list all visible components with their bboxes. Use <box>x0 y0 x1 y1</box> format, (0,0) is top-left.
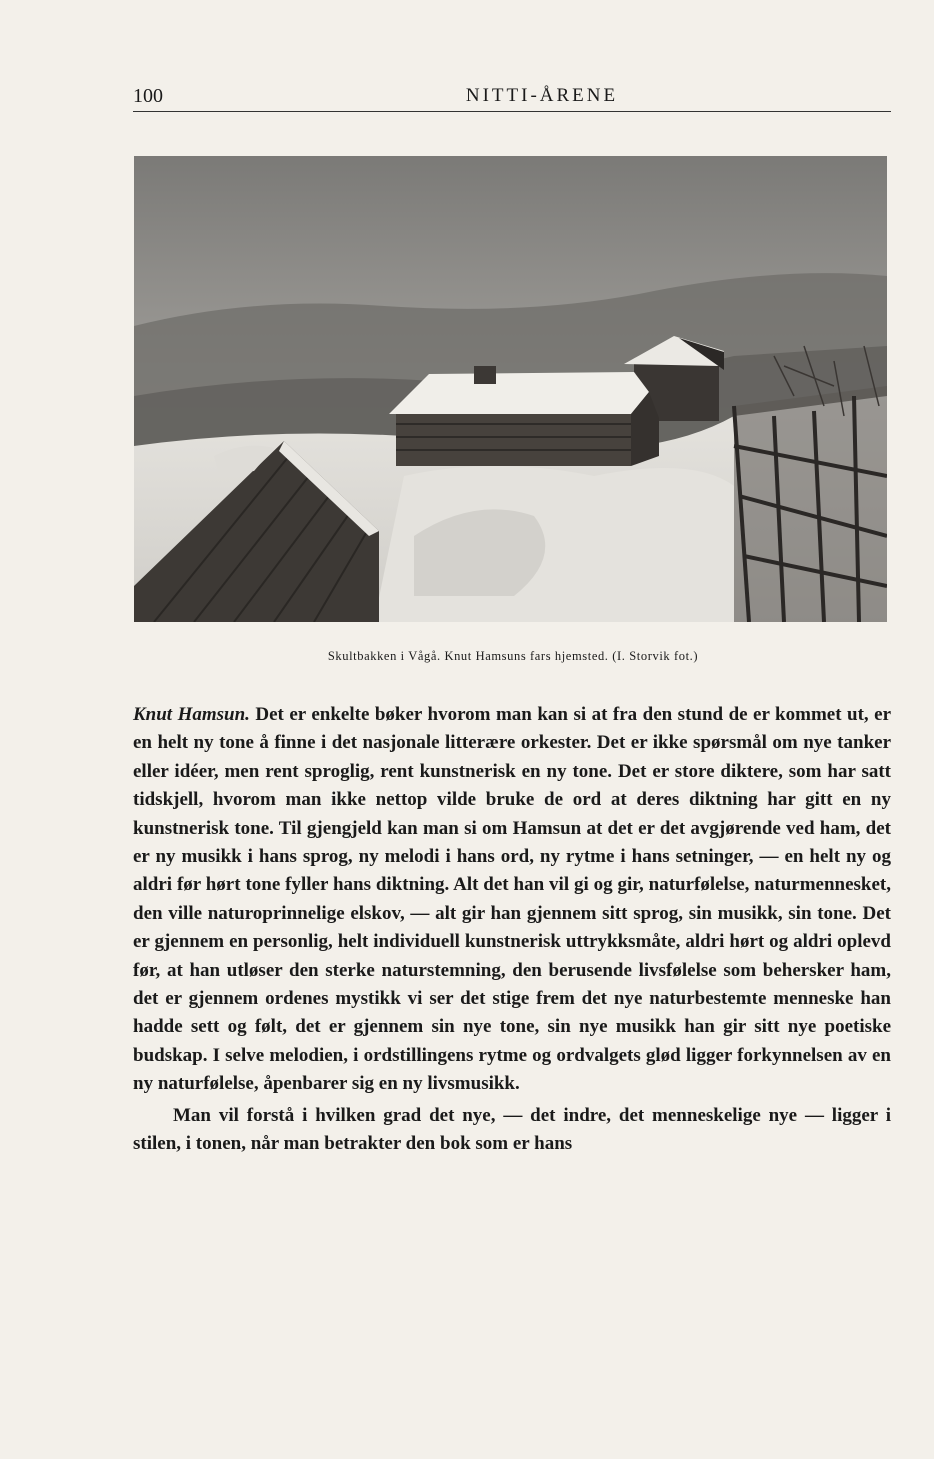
body-text <box>133 701 891 1159</box>
snowy-farm-illustration <box>134 156 887 622</box>
paragraph <box>133 701 891 1099</box>
page-number: 100 <box>133 85 163 107</box>
lead-name: Knut Hamsun. <box>133 704 250 725</box>
photo-caption: Skultbakken i Vågå. Knut Hamsuns fars hjemsted. (I. Storvik fot.) <box>327 649 699 663</box>
paragraph: Man vil forstå i hvilken grad det nye, — det indre, det menneskelige nye — ligger i stilen, i tonen, når man betrakter den bok som er hans <box>133 1104 891 1155</box>
paragraph-text: Det er enkelte bøker hvorom man kan si at fra den stund de er kommet ut, er en helt ny tone å finne i det nasjonale litterære orkester. Det er ikke spørsmål om nye tanker eller idéer, men rent sproglig, rent kunstnerisk en ny tone. Det er store diktere, som har satt tidskjell, hvorom man ikke nettop vilde bruke de ord at deres diktning har gitt en ny kunstnerisk tone. Til gjengjeld kan man si om Hamsun at det er det avgjørende ved ham, det er ny musikk i hans sprog, ny melodi i hans ord, ny rytme i hans setninger, — en helt ny og aldri før hørt tone fyller hans diktning. Alt det han vil gi og gir, naturfølelse, naturmennesket, den ville naturoprinnelige elskov, — alt gir han gjennem sitt sprog, sin musikk, sin tone. Det er gjennem en personlig, helt individuell kunstnerisk uttrykksmåte, aldri hørt og aldri oplevd før, at han utløser den sterke naturstemning, den berusende livsfølelse som behersker ham, det er gjennem ordenes mystikk vi ser det stige frem det nye naturbestemte menneske han hadde sett og følt, det er gjennem sin nye tone, sin nye musikk han gir sitt nye poetiske budskap. I selve melodien, i ordstillingens rytme og ordvalgets glød ligger forkynnelsen av en ny naturfølelse, åpenbarer sig en ny livsmusikk. <box>133 704 892 1095</box>
farm-photograph <box>134 156 887 622</box>
running-head <box>133 83 891 112</box>
running-title: NITTI-ÅRENE <box>465 85 619 106</box>
log-house <box>389 366 659 466</box>
